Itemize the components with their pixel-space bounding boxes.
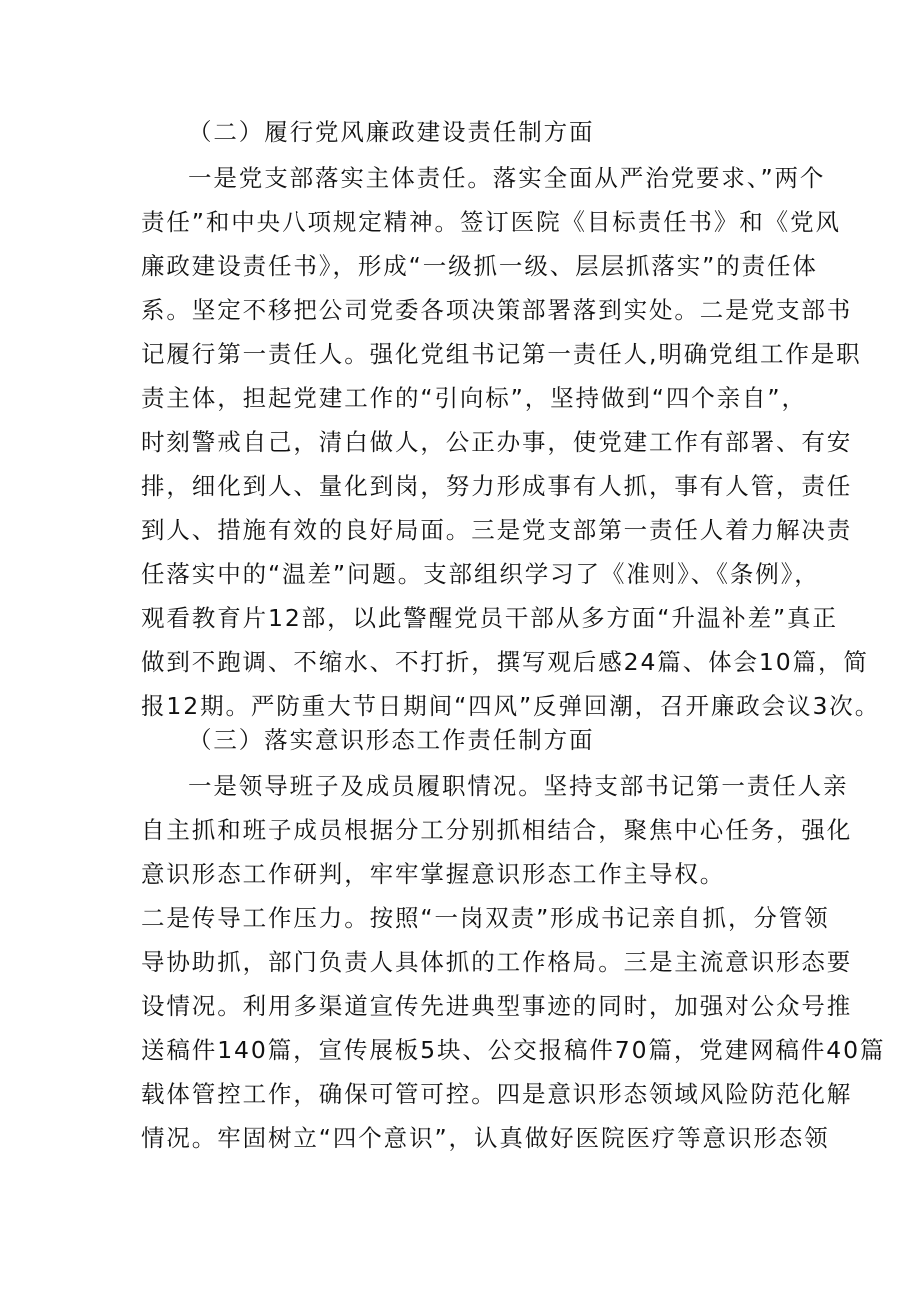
paragraph-line: 廉政建设责任书》，形成“一级抓一级、层层抓落实”的责任体 [141,252,818,280]
paragraph-line: 一是党支部落实主体责任。落实全面从严治党要求、”两个 [188,164,826,192]
paragraph-line: 自主抓和班子成员根据分工分别抓相结合，聚焦中心任务，强化 [141,816,853,844]
section-heading-2: （二）履行党风廉政建设责任制方面 [188,118,595,146]
paragraph-line: 排，细化到人、量化到岗，努力形成事有人抓，事有人管，责任 [141,472,853,500]
paragraph-line: 做到不跑调、不缩水、不打折，撰写观后感24篇、体会10篇，简 [141,648,869,676]
paragraph-line: 设情况。利用多渠道宣传先进典型事迹的同时，加强对公众号推 [141,992,853,1020]
paragraph-line: 载体管控工作，确保可管可控。四是意识形态领域风险防范化解 [141,1080,853,1108]
paragraph-line: 一是领导班子及成员履职情况。坚持支部书记第一责任人亲 [188,772,849,800]
paragraph-line: 任落实中的“温差”问题。支部组织学习了《准则》、《条例》， [141,560,820,588]
paragraph-line: 记履行第一责任人。强化党组书记第一责任人,明确党组工作是职 [141,340,862,368]
paragraph-line: 观看教育片12部，以此警醒党员干部从多方面“升温补差”真正 [141,604,838,632]
paragraph-line: 责主体，担起党建工作的“引向标”，坚持做到“四个亲自”， [141,384,807,412]
paragraph-line: 责任”和中央八项规定精神。签订医院《目标责任书》和《党风 [141,208,841,236]
paragraph-line: 导协助抓，部门负责人具体抓的工作格局。三是主流意识形态要 [141,948,853,976]
paragraph-line: 报12期。严防重大节日期间“四风”反弹回潮，召开廉政会议3次。 [141,692,881,720]
paragraph-line: 送稿件140篇，宣传展板5块、公交报稿件70篇，党建网稿件40篇 [141,1036,886,1064]
paragraph-line: 到人、措施有效的良好局面。三是党支部第一责任人着力解决责 [141,516,853,544]
paragraph-line: 时刻警戒自己，清白做人，公正办事，使党建工作有部署、有安 [141,428,853,456]
paragraph-line: 系。坚定不移把公司党委各项决策部署落到实处。二是党支部书 [141,296,853,324]
section-heading-3: （三）落实意识形态工作责任制方面 [188,726,595,754]
paragraph-line: 意识形态工作研判，牢牢掌握意识形态工作主导权。 [141,860,726,888]
paragraph-line: 情况。牢固树立“四个意识”，认真做好医院医疗等意识形态领 [141,1124,830,1152]
paragraph-line: 二是传导工作压力。按照“一岗双责”形成书记亲自抓，分管领 [141,904,830,932]
